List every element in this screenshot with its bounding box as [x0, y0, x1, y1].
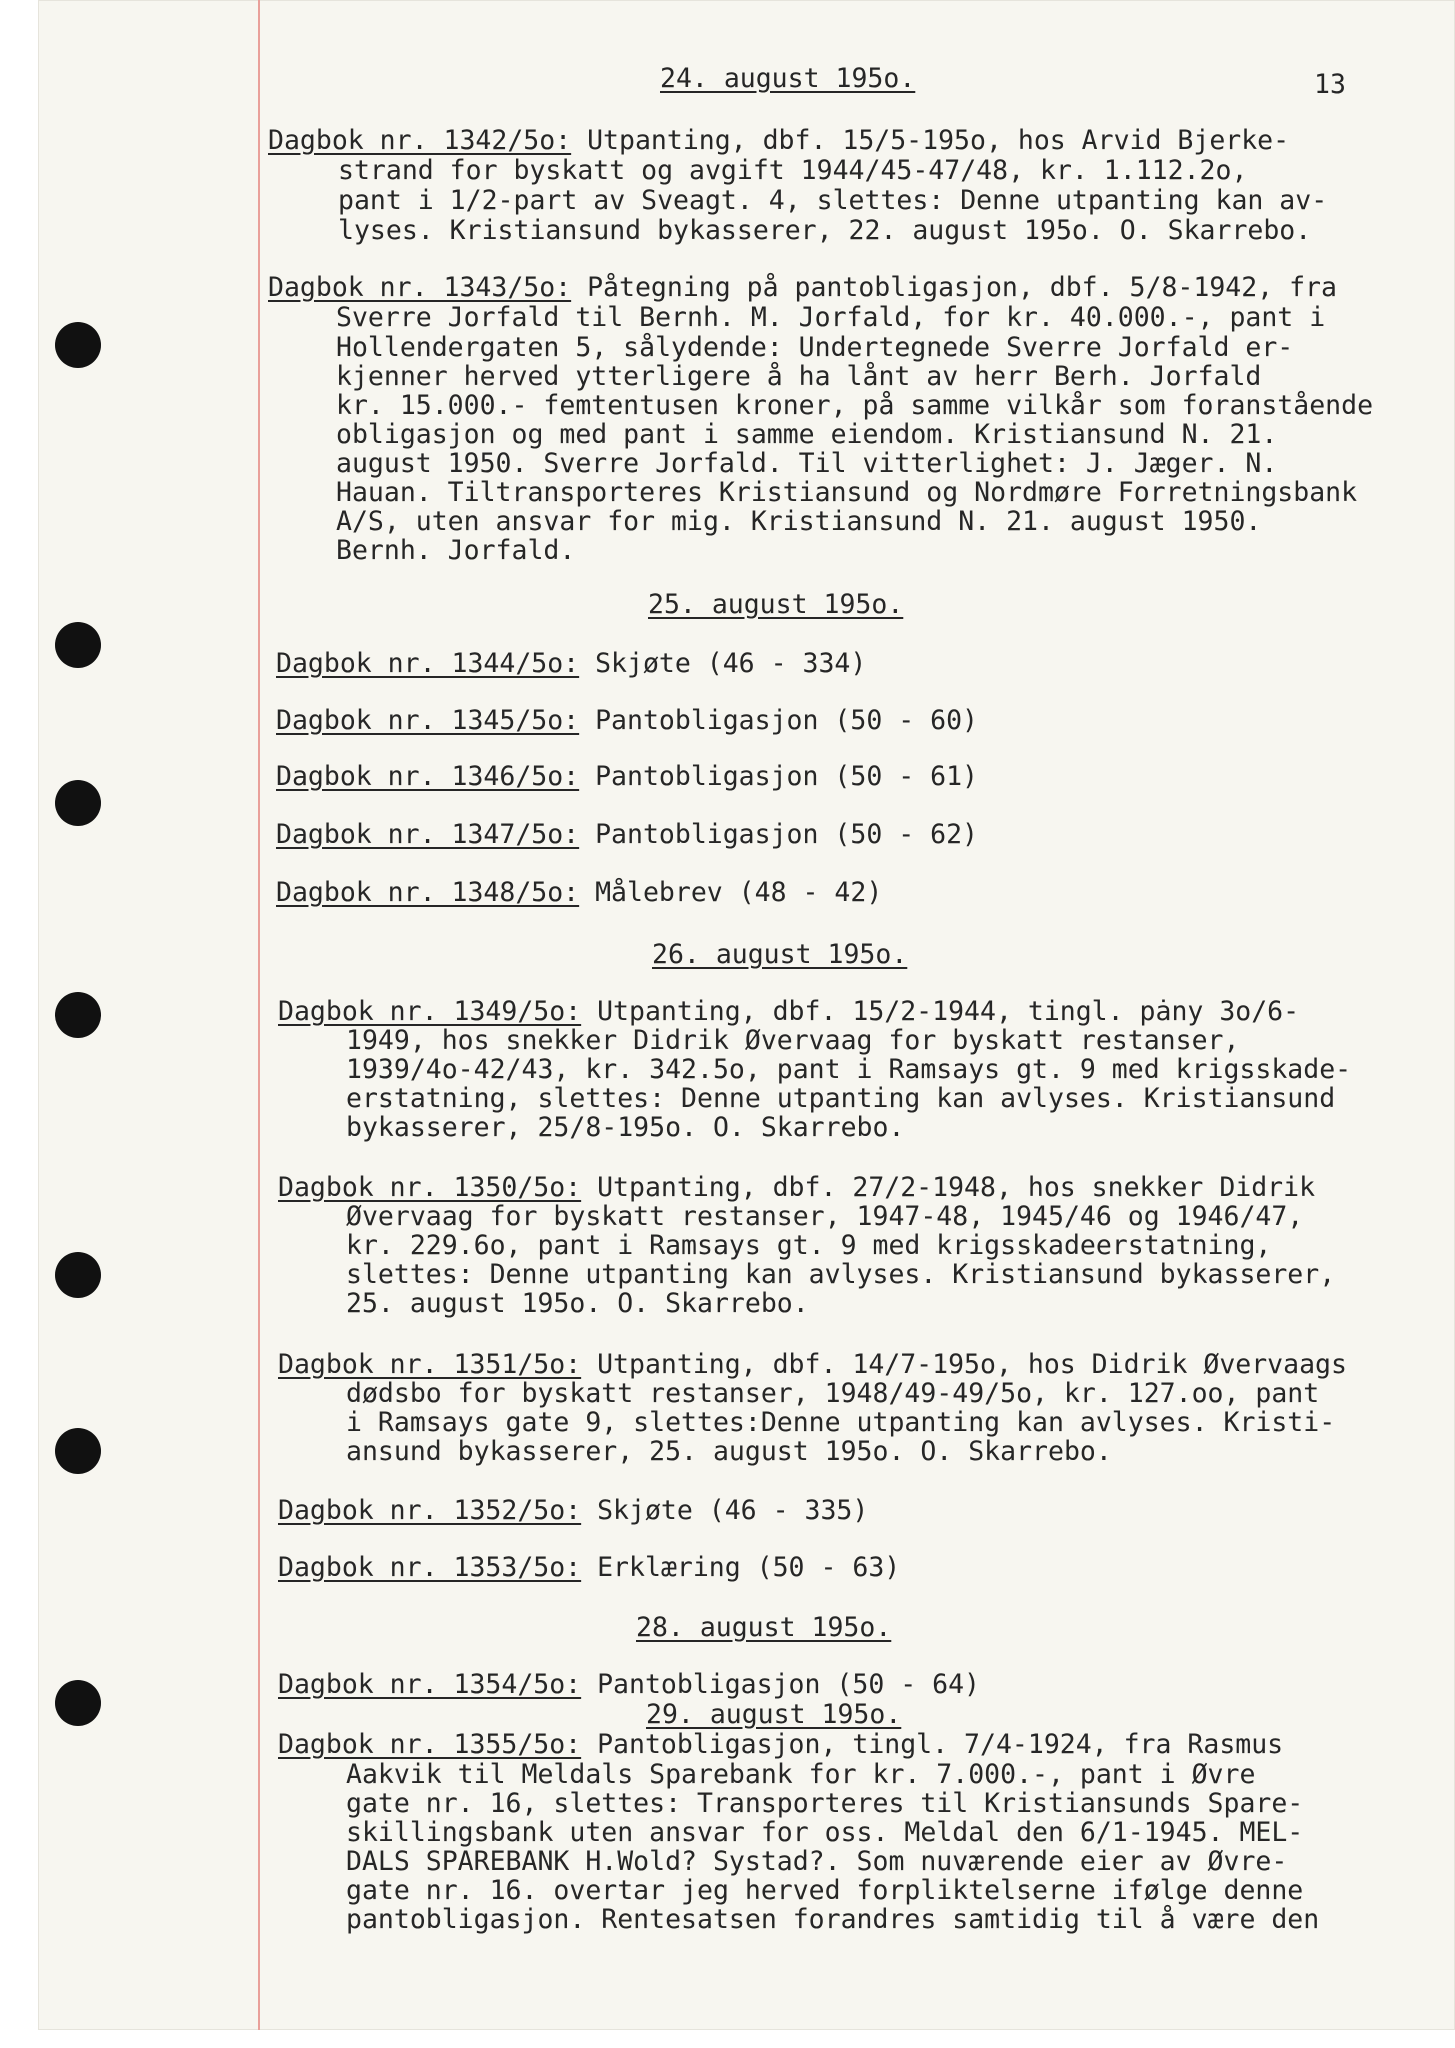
entry-first-line — [278, 1553, 900, 1583]
entry-label: Dagbok nr. 1342/5o: — [268, 125, 572, 156]
punch-hole — [55, 622, 101, 668]
entry-text: Påtegning på pantobligasjon, dbf. 5/8-1942, fra — [571, 272, 1337, 303]
entry-line: i Ramsays gate 9, slettes:Denne utpanting kan avlyses. Kristi- — [346, 1407, 1336, 1438]
entry-text: Utpanting, dbf. 15/2-1944, tingl. pȧny 3o/6- — [581, 996, 1300, 1027]
date-header: 26. august 195o. — [652, 939, 908, 970]
entry-first-line — [278, 1350, 1347, 1380]
entry-text: Pantobligasjon (50 - 61) — [579, 761, 978, 792]
entry-label: Dagbok nr. 1350/5o: — [278, 1172, 582, 1203]
entry-first-line — [278, 1670, 980, 1700]
entry-line: gate nr. 16. overtar jeg herved forpliktelserne ifølge denne — [346, 1875, 1304, 1906]
entry-text: Skjøte (46 - 335) — [581, 1495, 869, 1526]
entry-first-line — [276, 649, 866, 679]
entry-first-line — [278, 1496, 868, 1526]
entry-label: Dagbok nr. 1343/5o: — [268, 272, 572, 303]
punch-hole — [55, 322, 101, 368]
entry-line: DALS SPAREBANK H.Wold? Systad?. Som nuværende eier av Øvre- — [346, 1846, 1288, 1877]
entry-line: kr. 229.6o, pant i Ramsays gt. 9 med krigsskadeerstatning, — [346, 1230, 1272, 1261]
entry-text: Pantobligasjon (50 - 62) — [579, 819, 978, 850]
entry-line: pant i 1/2-part av Sveagt. 4, slettes: Denne utpanting kan av- — [338, 185, 1328, 216]
entry-text: Pantobligasjon (50 - 64) — [581, 1669, 980, 1700]
entry-label: Dagbok nr. 1349/5o: — [278, 996, 582, 1027]
entry-line: Hollendergaten 5, sålydende: Undertegnede Sverre Jorfald er- — [336, 332, 1294, 363]
punch-hole — [55, 1428, 101, 1474]
date-header: 24. august 195o. — [660, 63, 916, 94]
date-header: 25. august 195o. — [648, 589, 904, 620]
entry-text: Erklæring (50 - 63) — [581, 1552, 901, 1583]
entry-line: Bernh. Jorfald. — [336, 535, 576, 566]
entry-line: strand for byskatt og avgift 1944/45-47/48, kr. 1.112.2o, — [338, 155, 1248, 186]
entry-line: dødsbo for byskatt restanser, 1948/49-49/5o, kr. 127.oo, pant — [346, 1378, 1320, 1409]
entry-text: Pantobligasjon, tingl. 7/4-1924, fra Rasmus — [581, 1729, 1284, 1760]
entry-first-line — [276, 762, 978, 792]
date-header: 29. august 195o. — [646, 1699, 902, 1730]
margin-rule — [258, 0, 260, 2030]
entry-line: bykasserer, 25/8-195o. O. Skarrebo. — [346, 1112, 905, 1143]
entry-label: Dagbok nr. 1346/5o: — [276, 761, 580, 792]
entry-label: Dagbok nr. 1347/5o: — [276, 819, 580, 850]
entry-first-line — [278, 1173, 1315, 1203]
entry-text: Målebrev (48 - 42) — [579, 877, 883, 908]
entry-line: kjenner herved ytterligere å ha lånt av herr Berh. Jorfald — [336, 361, 1262, 392]
entry-line: 1949, hos snekker Didrik Øvervaag for byskatt restanser, — [346, 1025, 1240, 1056]
entry-line: A/S, uten ansvar for mig. Kristiansund N. 21. august 1950. — [336, 506, 1262, 537]
punch-hole — [55, 1680, 101, 1726]
entry-first-line — [276, 878, 882, 908]
entry-line: obligasjon og med pant i samme eiendom. Kristiansund N. 21. — [336, 419, 1278, 450]
entry-label: Dagbok nr. 1352/5o: — [278, 1495, 582, 1526]
punch-hole — [55, 1252, 101, 1298]
entry-line: erstatning, slettes: Denne utpanting kan avlyses. Kristiansund — [346, 1083, 1336, 1114]
entry-line: august 1950. Sverre Jorfald. Til vitterlighet: J. Jæger. N. — [336, 448, 1278, 479]
entry-line: skillingsbank uten ansvar for oss. Meldal den 6/1-1945. MEL- — [346, 1817, 1304, 1848]
entry-text: Pantobligasjon (50 - 60) — [579, 705, 978, 736]
entry-label: Dagbok nr. 1351/5o: — [278, 1349, 582, 1380]
entry-label: Dagbok nr. 1354/5o: — [278, 1669, 582, 1700]
entry-text: Utpanting, dbf. 27/2-1948, hos snekker Didrik — [581, 1172, 1316, 1203]
entry-first-line — [276, 706, 978, 736]
entry-first-line — [268, 126, 1289, 156]
entry-line: ansund bykasserer, 25. august 195o. O. Skarrebo. — [346, 1436, 1112, 1467]
entry-text: Utpanting, dbf. 14/7-195o, hos Didrik Øvervaags — [581, 1349, 1347, 1380]
entry-line: pantobligasjon. Rentesatsen forandres samtidig til å være den — [346, 1904, 1320, 1935]
entry-label: Dagbok nr. 1355/5o: — [278, 1729, 582, 1760]
page-number: 13 — [1314, 69, 1346, 100]
entry-line: Sverre Jorfald til Bernh. M. Jorfald, for kr. 40.000.-, pant i — [336, 302, 1326, 333]
entry-label: Dagbok nr. 1345/5o: — [276, 705, 580, 736]
entry-line: Hauan. Tiltransporteres Kristiansund og Nordmøre Forretningsbank — [336, 477, 1358, 508]
date-header: 28. august 195o. — [636, 1612, 892, 1643]
entry-line: 1939/4o-42/43, kr. 342.5o, pant i Ramsays gt. 9 med krigsskade- — [346, 1054, 1352, 1085]
entry-label: Dagbok nr. 1353/5o: — [278, 1552, 582, 1583]
entry-text: Skjøte (46 - 334) — [579, 648, 867, 679]
entry-line: 25. august 195o. O. Skarrebo. — [346, 1288, 809, 1319]
entry-first-line — [278, 997, 1299, 1027]
entry-line: Aakvik til Meldals Sparebank for kr. 7.000.-, pant i Øvre — [346, 1759, 1256, 1790]
entry-first-line — [276, 820, 978, 850]
entry-label: Dagbok nr. 1348/5o: — [276, 877, 580, 908]
entry-line: Øvervaag for byskatt restanser, 1947-48, 1945/46 og 1946/47, — [346, 1201, 1304, 1232]
entry-line: lyses. Kristiansund bykasserer, 22. august 195o. O. Skarrebo. — [338, 215, 1312, 246]
entry-line: kr. 15.000.- femtentusen kroner, på samme vilkår som foranstående — [336, 390, 1374, 421]
punch-hole — [55, 992, 101, 1038]
entry-label: Dagbok nr. 1344/5o: — [276, 648, 580, 679]
entry-text: Utpanting, dbf. 15/5-195o, hos Arvid Bjerke- — [571, 125, 1290, 156]
entry-line: slettes: Denne utpanting kan avlyses. Kristiansund bykasserer, — [346, 1259, 1336, 1290]
entry-line: gate nr. 16, slettes: Transporteres til Kristiansunds Spare- — [346, 1788, 1304, 1819]
entry-first-line — [268, 273, 1337, 303]
punch-hole — [55, 780, 101, 826]
entry-first-line — [278, 1730, 1283, 1760]
